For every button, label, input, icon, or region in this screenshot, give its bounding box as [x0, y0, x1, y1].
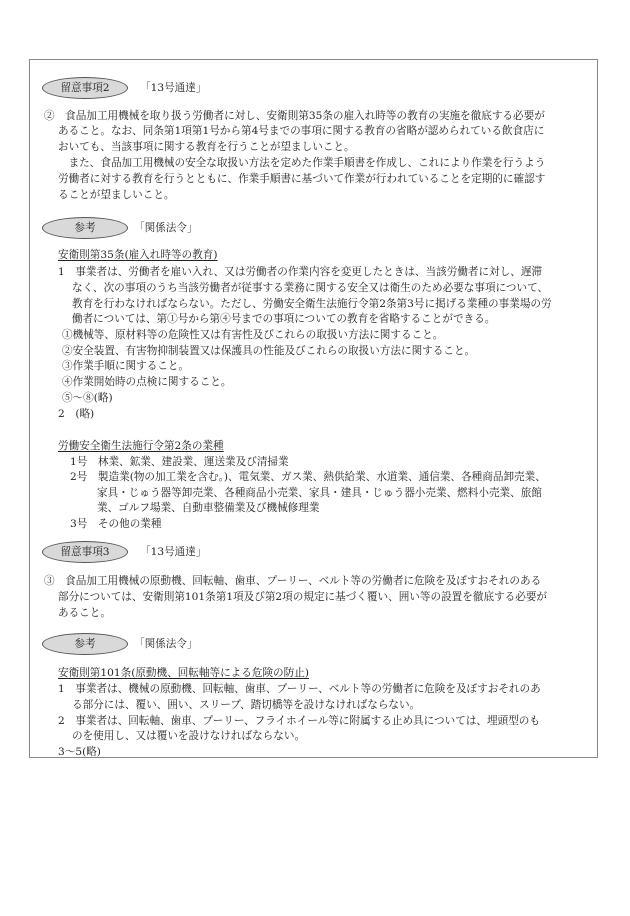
tag-related-laws: 「関係法令」: [134, 638, 198, 650]
text-line: ③ 食品加工用機械の原動機、回転軸、歯車、プーリー、ベルト等の労働者に危険を及ぼすおそれのある: [44, 575, 542, 587]
badge-note-2: 留意事項2: [42, 77, 128, 99]
badge-reference: 参考: [42, 633, 128, 655]
tag-related-laws: 「関係法令」: [134, 222, 198, 234]
text-line: のを使用し、又は覆いを設けなければならない。: [72, 730, 306, 742]
industry-line: 1号 林業、鉱業、建設業、運送業及び清掃業: [70, 456, 289, 468]
text-line: ② 食品加工用機械を取り扱う労働者に対し、安衛則第35条の雇入れ時等の教育の実施を徹底する必要が: [44, 110, 545, 122]
text-line: 2 事業者は、回転軸、歯車、プーリー、フライホイール等に附属する止め具については、埋頭型のも: [58, 715, 540, 727]
badge-reference: 参考: [42, 217, 128, 239]
text-line: また、食品加工用機械の安全な取扱い方法を定めた作業手順書を作成し、これにより作業を行うよう: [58, 157, 546, 169]
text-line: 1 事業者は、労働者を雇い入れ、又は労働者の作業内容を変更したときは、当該労働者に対し、遅滞: [58, 266, 543, 278]
text-line: 3～5(略): [58, 746, 101, 758]
tag-13-notice: 「13号通達」: [140, 82, 207, 94]
text-line: 働者については、第①号から第④号までの事項についての教育を省略することができる。: [72, 313, 496, 325]
industry-line: 2号 製造業(物の加工業を含む。)、電気業、ガス業、熱供給業、水道業、通信業、各種商品卸売業、: [70, 471, 546, 483]
industry-line: 業、ゴルフ場業、自動車整備業及び機械修理業: [97, 502, 320, 514]
tag-13-notice: 「13号通達」: [140, 546, 207, 558]
text-line: あること。なお、同条第1項第1号から第4号までの事項に関する教育の省略が認められている飲食店に: [58, 125, 545, 137]
industry-line: 家具・じゅう器等卸売業、各種商品小売業、家具・建具・じゅう器小売業、燃料小売業、旅館: [97, 487, 542, 499]
text-line: なく、次の事項のうち当該労働者が従事する業務に関する安全又は衛生のため必要な事項について、: [72, 282, 549, 294]
text-line: 部分については、安衛則第101条第1項及び第2項の規定に基づく覆い、囲い等の設置を徹底する必要が: [58, 591, 548, 603]
heading-article-35: 安衛則第35条(雇入れ時等の教育): [58, 249, 218, 261]
text-line: ることが望ましいこと。: [58, 189, 175, 201]
text-line: あること。: [58, 607, 111, 619]
text-line: ①機械等、原材料等の危険性又は有害性及びこれらの取扱い方法に関すること。: [62, 329, 444, 341]
text-line: る部分には、覆い、囲い、スリーブ、踏切橋等を設けなければならない。: [72, 699, 421, 711]
industry-line: 3号 その他の業種: [70, 518, 162, 530]
text-line: おいても、当該事項に関する教育を行うことが望ましいこと。: [58, 141, 355, 153]
text-line: ④作業開始時の点検に関すること。: [62, 376, 232, 388]
text-line: 2 (略): [58, 408, 95, 420]
text-line: 1 事業者は、機械の原動機、回転軸、歯車、プーリー、ベルト等の労働者に危険を及ぼすおそれのあ: [58, 683, 541, 695]
text-line: ③作業手順に関すること。: [62, 360, 190, 372]
text-line: ②安全装置、有害物抑制装置又は保護具の性能及びこれらの取扱い方法に関すること。: [62, 345, 476, 357]
heading-article-101: 安衛則第101条(原動機、回転軸等による危険の防止): [58, 667, 309, 679]
text-line: 労働者に対する教育を行うとともに、作業手順書に基づいて作業が行われていることを定期的に確認す: [58, 173, 546, 185]
text-line: 教育を行わなければならない。ただし、労働安全衛生法施行令第2条第3号に掲げる業種の事業場の労: [72, 298, 552, 310]
heading-industry-types: 労働安全衛生法施行令第2条の業種: [58, 440, 224, 452]
text-line: ⑤～⑧(略): [62, 392, 113, 404]
badge-note-3: 留意事項3: [42, 541, 128, 563]
